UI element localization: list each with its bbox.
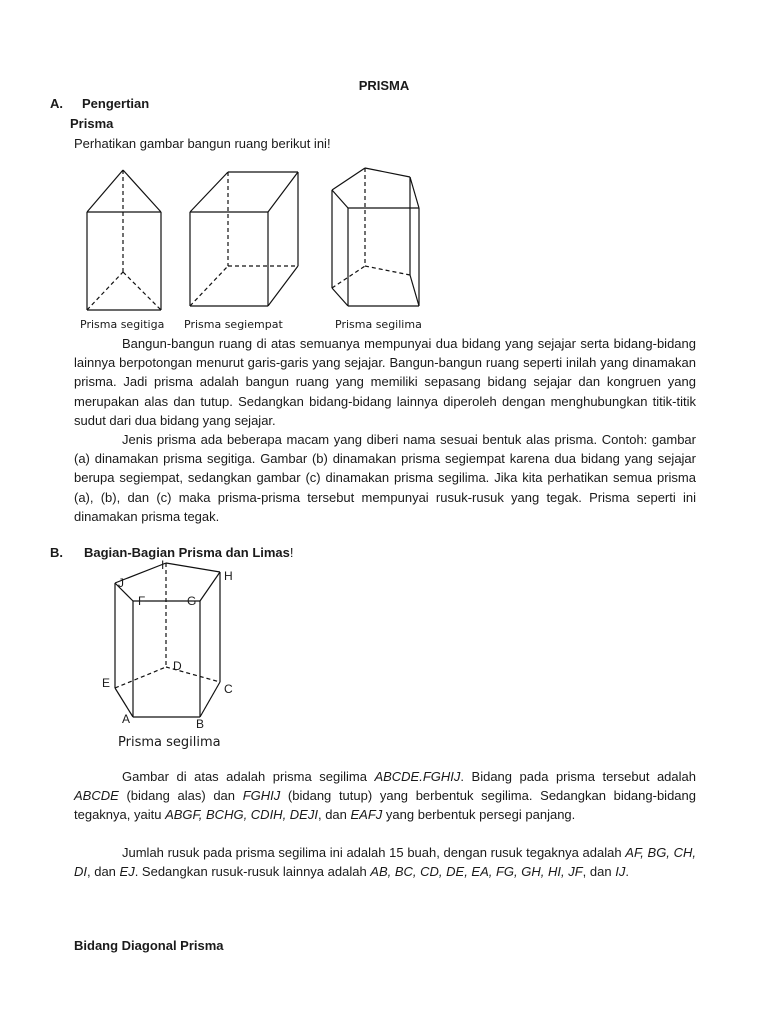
- base-face-name: ABCDE: [74, 788, 119, 804]
- edges-text-5: .: [625, 864, 629, 880]
- caption-labelled-prism: Prisma segilima: [118, 735, 221, 750]
- caption-rectangular-prism: Prisma segiempat: [184, 318, 283, 331]
- edges-text-1: Jumlah rusuk pada prisma segilima ini adalah 15 buah, dengan rusuk tegaknya adalah: [122, 845, 626, 860]
- caption-pentagonal-prism: Prisma segilima: [335, 318, 422, 331]
- rectangular-prism-drawing: [190, 172, 298, 306]
- lateral-face-last: EAFJ: [350, 807, 383, 823]
- section-a-intro: Perhatikan gambar bangun ruang berikut ini!: [74, 136, 331, 151]
- prism-name: ABCDE.FGHIJ: [374, 769, 461, 784]
- paragraph-faces: [74, 767, 696, 825]
- triangular-prism-drawing: [87, 170, 161, 310]
- section-a-subheading: Prisma: [70, 116, 114, 131]
- pentagonal-prism-drawing: [332, 168, 419, 306]
- vertex-label-f: F: [138, 594, 146, 608]
- faces-text-3: (bidang alas) dan: [118, 788, 243, 804]
- vertical-edge-last: EJ: [119, 864, 135, 880]
- vertical-edges-list: AF, BG, CH, DI: [74, 845, 696, 880]
- vertex-label-j: J: [118, 576, 124, 590]
- vertex-label-g: G: [187, 594, 197, 608]
- section-b-letter: B.: [50, 545, 63, 560]
- paragraph-edges: [74, 843, 696, 881]
- faces-text-6: yang berbentuk persegi panjang.: [382, 807, 576, 823]
- section-a-heading: Pengertian: [82, 96, 150, 111]
- other-edges-list: AB, BC, CD, DE, EA, FG, GH, HI, JF: [370, 864, 583, 880]
- section-b-suffix: !: [289, 545, 294, 560]
- vertex-label-b: B: [196, 717, 205, 731]
- edges-text-2: , dan: [87, 864, 120, 880]
- vertex-label-c: C: [224, 682, 233, 696]
- section-a-letter: A.: [50, 96, 63, 111]
- faces-text-1: Gambar di atas adalah prisma segilima: [122, 769, 375, 784]
- paragraph-types: [74, 430, 696, 526]
- paragraph-definition: [74, 334, 696, 430]
- faces-text-4: (bidang tutup) yang berbentuk segilima. Sedangkan bidang-bidang tegaknya, yaitu: [74, 788, 696, 823]
- page-title: PRISMA: [358, 78, 410, 93]
- vertex-label-i: I: [161, 558, 165, 572]
- vertex-label-h: H: [224, 569, 233, 583]
- caption-triangular-prism: Prisma segitiga: [80, 318, 165, 331]
- section-c-heading: Bidang Diagonal Prisma: [74, 938, 224, 953]
- paragraph-definition-text: Bangun-bangun ruang di atas semuanya mempunyai dua bidang yang sejajar serta bidang-bidang lainnya berpotongan menurut garis-garis yang sejajar. Bangun-bangun ruang seperti inilah yang dinamakan prisma. Jadi prisma adalah bangun ruang yang memiliki sepasang bidang sejajar dan kongruen yang merupakan alas dan tutup. Sedangkan bidang-bidang lainnya diperoleh dengan menghubungkan titik-titik sudut dari dua bidang yang sejajar.: [74, 336, 696, 428]
- other-edge-last: IJ: [615, 864, 626, 880]
- paragraph-types-text: Jenis prisma ada beberapa macam yang diberi nama sesuai bentuk alas prisma. Contoh: gambar (a) dinamakan prisma segitiga. Gambar (b) dinamakan prisma segiempat karena dua bidang yang sejajar berupa segiempat, sedangkan gambar (c) dinamakan prisma segilima. Jika kita perhatikan semua prisma (a), (b), dan (c) maka prisma-prisma tersebut mempunyai rusuk-rusuk yang tegak. Prisma seperti ini dinamakan prisma tegak.: [74, 432, 696, 524]
- vertex-label-a: A: [122, 712, 131, 726]
- faces-text-2: . Bidang pada prisma tersebut adalah: [460, 769, 696, 784]
- section-b-heading: Bagian-Bagian Prisma dan Limas: [84, 545, 290, 560]
- edges-text-4: , dan: [582, 864, 616, 880]
- lateral-faces-list: ABGF, BCHG, CDIH, DEJI: [165, 807, 318, 823]
- prisms-figure: [70, 160, 450, 320]
- edges-text-3: . Sedangkan rusuk-rusuk lainnya adalah: [134, 864, 371, 880]
- vertex-label-d: D: [173, 659, 182, 673]
- top-face-name: FGHIJ: [242, 788, 281, 804]
- vertex-label-e: E: [102, 676, 111, 690]
- faces-text-5: , dan: [317, 807, 351, 823]
